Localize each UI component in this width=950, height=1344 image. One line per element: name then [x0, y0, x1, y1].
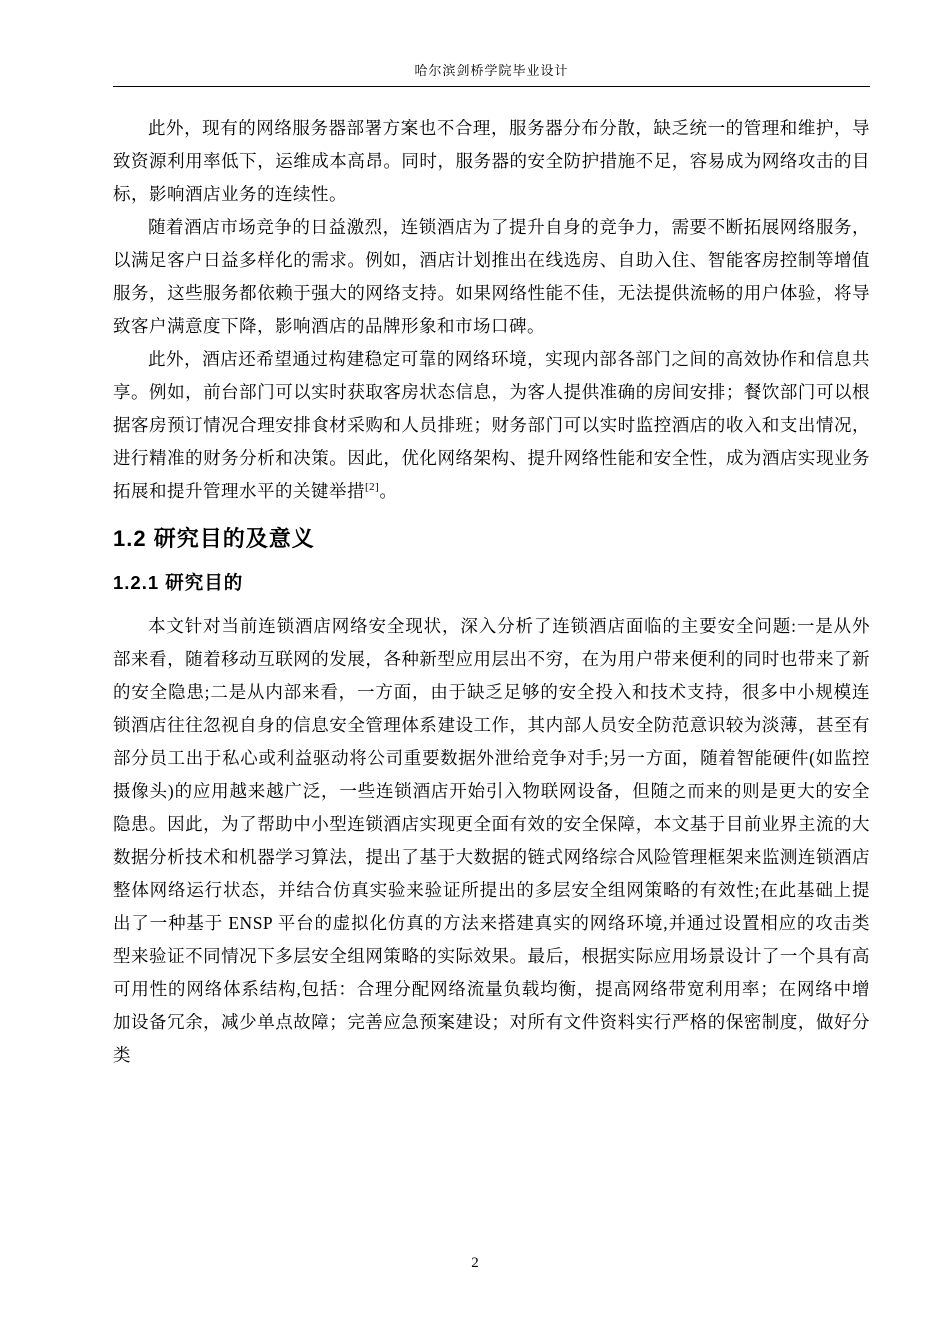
paragraph-server-deployment: 此外，现有的网络服务器部署方案也不合理，服务器分布分散，缺乏统一的管理和维护，导致资源利用率低下，运维成本高昂。同时，服务器的安全防护措施不足，容易成为网络攻击的目标，影响酒店业务的连续性。	[113, 118, 870, 204]
header-title: 哈尔滨剑桥学院毕业设计	[414, 63, 569, 78]
paragraph-collaboration-end: 。	[379, 481, 398, 501]
page-header	[113, 60, 870, 87]
paragraph-research-purpose: 本文针对当前连锁酒店网络安全现状，深入分析了连锁酒店面临的主要安全问题:一是从外部来看，随着移动互联网的发展，各种新型应用层出不穷，在为用户带来便利的同时也带来了新的安全隐患;二是从内部来看，一方面，由于缺乏足够的安全投入和技术支持，很多中小规模连锁酒店往往忽视自身的信息安全管理体系建设工作，其内部人员安全防范意识较为淡薄，甚至有部分员工出于私心或利益驱动将公司重要数据外泄给竞争对手;另一方面，随着智能硬件(如监控摄像头)的应用越来越广泛，一些连锁酒店开始引入物联网设备，但随之而来的则是更大的安全隐患。因此，为了帮助中小型连锁酒店实现更全面有效的安全保障，本文基于目前业界主流的大数据分析技术和机器学习算法，提出了基于大数据的链式网络综合风险管理框架来监测连锁酒店整体网络运行状态，并结合仿真实验来验证所提出的多层安全组网策略的有效性;在此基础上提出了一种基于 ENSP 平台的虚拟化仿真的方法来搭建真实的网络环境,并通过设置相应的攻击类型来验证不同情况下多层安全组网策略的实际效果。最后，根据实际应用场景设计了一个具有高可用性的网络体系结构,包括：合理分配网络流量负载均衡，提高网络带宽利用率；在网络中增加设备冗余，减少单点故障；完善应急预案建设；对所有文件资料实行严格的保密制度，做好分类	[113, 616, 871, 1065]
paragraph-collaboration	[113, 343, 870, 508]
paragraph-collaboration-text: 此外，酒店还希望通过构建稳定可靠的网络环境，实现内部各部门之间的高效协作和信息共享。例如，前台部门可以实时获取客房状态信息，为客人提供准确的房间安排；餐饮部门可以根据客房预订情况合理安排食材采购和人员排班；财务部门可以实时监控酒店的收入和支出情况，进行精准的财务分析和决策。因此，优化网络架构、提升网络性能和安全性，成为酒店实现业务拓展和提升管理水平的关键举措	[113, 349, 870, 501]
page-footer	[0, 1255, 950, 1272]
section-heading-1-2: 1.2 研究目的及意义	[113, 526, 315, 551]
paragraph-market-competition: 随着酒店市场竞争的日益激烈，连锁酒店为了提升自身的竞争力，需要不断拓展网络服务，以满足客户日益多样化的需求。例如，酒店计划推出在线选房、自助入住、智能客房控制等增值服务，这些服务都依赖于强大的网络支持。如果网络性能不佳，无法提供流畅的用户体验，将导致客户满意度下降，影响酒店的品牌形象和市场口碑。	[113, 217, 870, 336]
citation-ref-2: [2]	[365, 481, 380, 494]
subsection-heading-1-2-1: 1.2.1 研究目的	[113, 572, 244, 593]
page-content	[113, 112, 870, 1072]
page-number: 2	[471, 1255, 479, 1271]
